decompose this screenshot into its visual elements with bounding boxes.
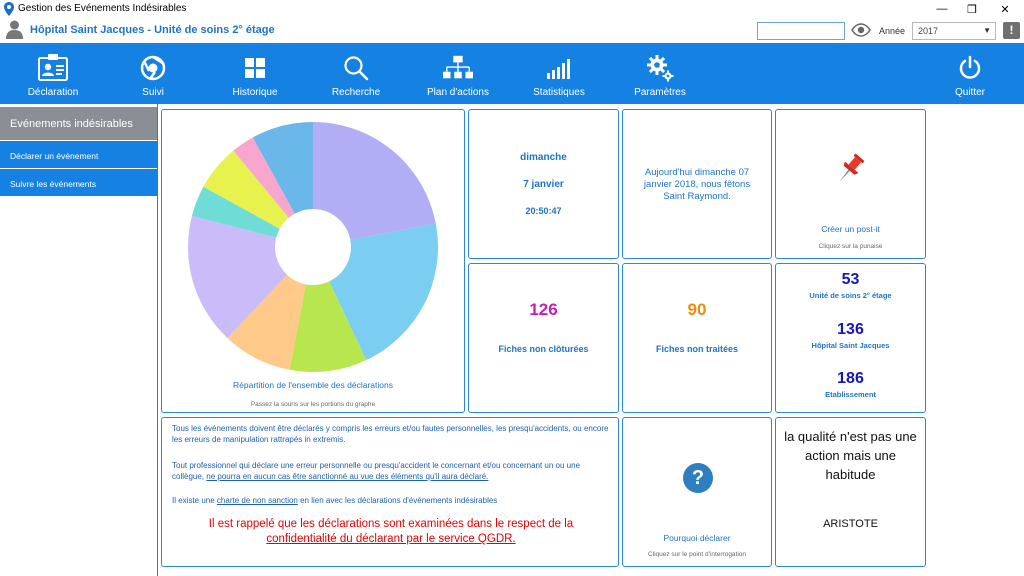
nav-recherche[interactable] (326, 43, 386, 104)
name-day-card (622, 109, 772, 259)
postit-label: Créer un post-it (821, 224, 880, 234)
nav-plan-actions[interactable] (421, 43, 495, 104)
year-label: Année (879, 26, 906, 36)
sidebar-heading: Evénements indésirables (0, 107, 157, 140)
nav-parametres[interactable] (630, 43, 690, 104)
nav-suivi[interactable] (128, 43, 178, 104)
date-time: 20:50:47 (525, 206, 562, 216)
pie-chart[interactable] (162, 110, 464, 375)
grid-icon (240, 53, 270, 83)
nav-label: Quitter (954, 87, 985, 98)
quote-text: la qualité n'est pas une action mais une habitude (784, 429, 917, 482)
search-icon (341, 53, 371, 83)
non-cloturees-count: 126 (529, 300, 558, 319)
nav-label: Plan d'actions (427, 87, 489, 98)
postit-card (775, 109, 926, 259)
hospital-count: 136 (837, 321, 864, 338)
info-paragraph-1: Tous les événements doivent être déclarés y compris les erreurs et/ou fautes personnelles, les presqu'accidents, ou encore les erreurs de manipulation rattrapés in extremis. (172, 424, 609, 444)
browser-icon (138, 53, 168, 83)
info-paragraph-2 (172, 460, 612, 482)
user-avatar-icon (6, 20, 23, 39)
info-paragraph-3 (172, 495, 612, 506)
pie-caption: Répartition de l'ensemble des déclarations (233, 380, 393, 390)
nav-historique[interactable] (225, 43, 285, 104)
why-declare-card (622, 417, 772, 567)
hospital-label: Hôpital Saint Jacques (811, 341, 890, 350)
unit-count: 53 (841, 271, 860, 288)
alert-icon[interactable]: ! (1003, 22, 1020, 39)
pushpin-icon[interactable] (834, 152, 868, 188)
postit-hint: Cliquez sur la punaise (818, 243, 883, 250)
pie-slice-1[interactable] (313, 122, 436, 240)
quote-author: ARISTOTE (823, 518, 878, 530)
non-cloturees-card[interactable] (468, 263, 619, 413)
establishment-count: 186 (837, 370, 864, 387)
declaration-card-icon (38, 53, 68, 83)
nav-quitter[interactable] (945, 43, 995, 104)
declaration-info-card (161, 417, 619, 567)
warning-line-1: Il est rappelé que les déclarations sont examinées dans le respect de la (208, 518, 574, 530)
restore-button[interactable]: ❐ (967, 3, 977, 16)
pie-hint: Passez la souris sur les portions du graphe (250, 401, 376, 408)
nav-label: Historique (232, 87, 278, 98)
nav-label: Recherche (331, 87, 381, 98)
nav-declaration[interactable] (23, 43, 83, 104)
confidentiality-warning (172, 517, 610, 547)
nav-statistiques[interactable] (529, 43, 589, 104)
title-bar (0, 0, 1024, 18)
bar-signal-icon (544, 53, 574, 83)
non-traitees-label: Fiches non traitées (655, 344, 739, 354)
sidebar-item-declarer[interactable]: Déclarer un événement (0, 141, 157, 168)
info-p2-underlined: ne pourra en aucun cas être sanctionné au vue des éléments qu'il aura déclaré. (206, 472, 489, 481)
why-label: Pourquoi déclarer (663, 533, 731, 543)
non-traitees-count: 90 (687, 300, 707, 319)
power-icon (955, 53, 985, 83)
unit-label: Unité de soins 2° étage (809, 291, 892, 300)
minimize-button[interactable]: — (936, 3, 948, 15)
quote-card (775, 417, 926, 567)
info-p2-text: Tout professionnel qui déclare une erreur personnelle ou presqu'accident le concernant et/ou concernant un ou une collègue, (172, 461, 581, 481)
name-day-text: Aujourd'hui dimanche 07 janvier 2018, nous fêtons Saint Raymond. (643, 167, 751, 202)
close-button[interactable]: ✕ (1000, 3, 1010, 16)
search-input[interactable] (757, 22, 845, 40)
year-select[interactable] (912, 22, 996, 40)
year-value: 2017 (918, 26, 939, 36)
non-traitees-card[interactable] (622, 263, 772, 413)
info-p3-text-end: en lien avec les déclarations d'événements indésirables (297, 496, 498, 505)
date-card (468, 109, 619, 259)
window-title: Gestion des Evénements Indésirables (18, 3, 187, 14)
charte-link[interactable]: charte de non sanction (216, 496, 298, 505)
info-p3-text: Il existe une (172, 496, 217, 505)
nav-label: Paramètres (634, 87, 686, 98)
date-day: dimanche (520, 152, 567, 163)
warning-line-2: confidentialité du déclarant par le service QGDR. (266, 533, 516, 545)
main-navbar (0, 43, 1024, 104)
unit-counts-card (775, 263, 926, 413)
nav-label: Déclaration (27, 87, 79, 98)
hospital-unit-title: Hôpital Saint Jacques - Unité de soins 2° étage (30, 24, 275, 36)
establishment-label: Etablissement (825, 390, 876, 399)
org-chart-icon (443, 53, 473, 83)
question-icon[interactable]: ? (683, 463, 713, 493)
date-date: 7 janvier (523, 179, 564, 190)
eye-icon[interactable] (851, 23, 871, 37)
chevron-down-icon: ▼ (983, 26, 991, 35)
non-cloturees-label: Fiches non clôturées (498, 344, 589, 354)
nav-label: Statistiques (533, 87, 585, 98)
app-header (0, 18, 1024, 43)
app-location-icon (4, 2, 14, 16)
sidebar (0, 104, 158, 576)
sidebar-item-suivre[interactable]: Suivre les événements (0, 169, 157, 196)
pie-chart-card (161, 109, 465, 413)
nav-label: Suivi (142, 87, 164, 98)
gears-icon (645, 53, 675, 83)
why-hint: Cliquez sur le point d'interrogation (647, 551, 747, 558)
